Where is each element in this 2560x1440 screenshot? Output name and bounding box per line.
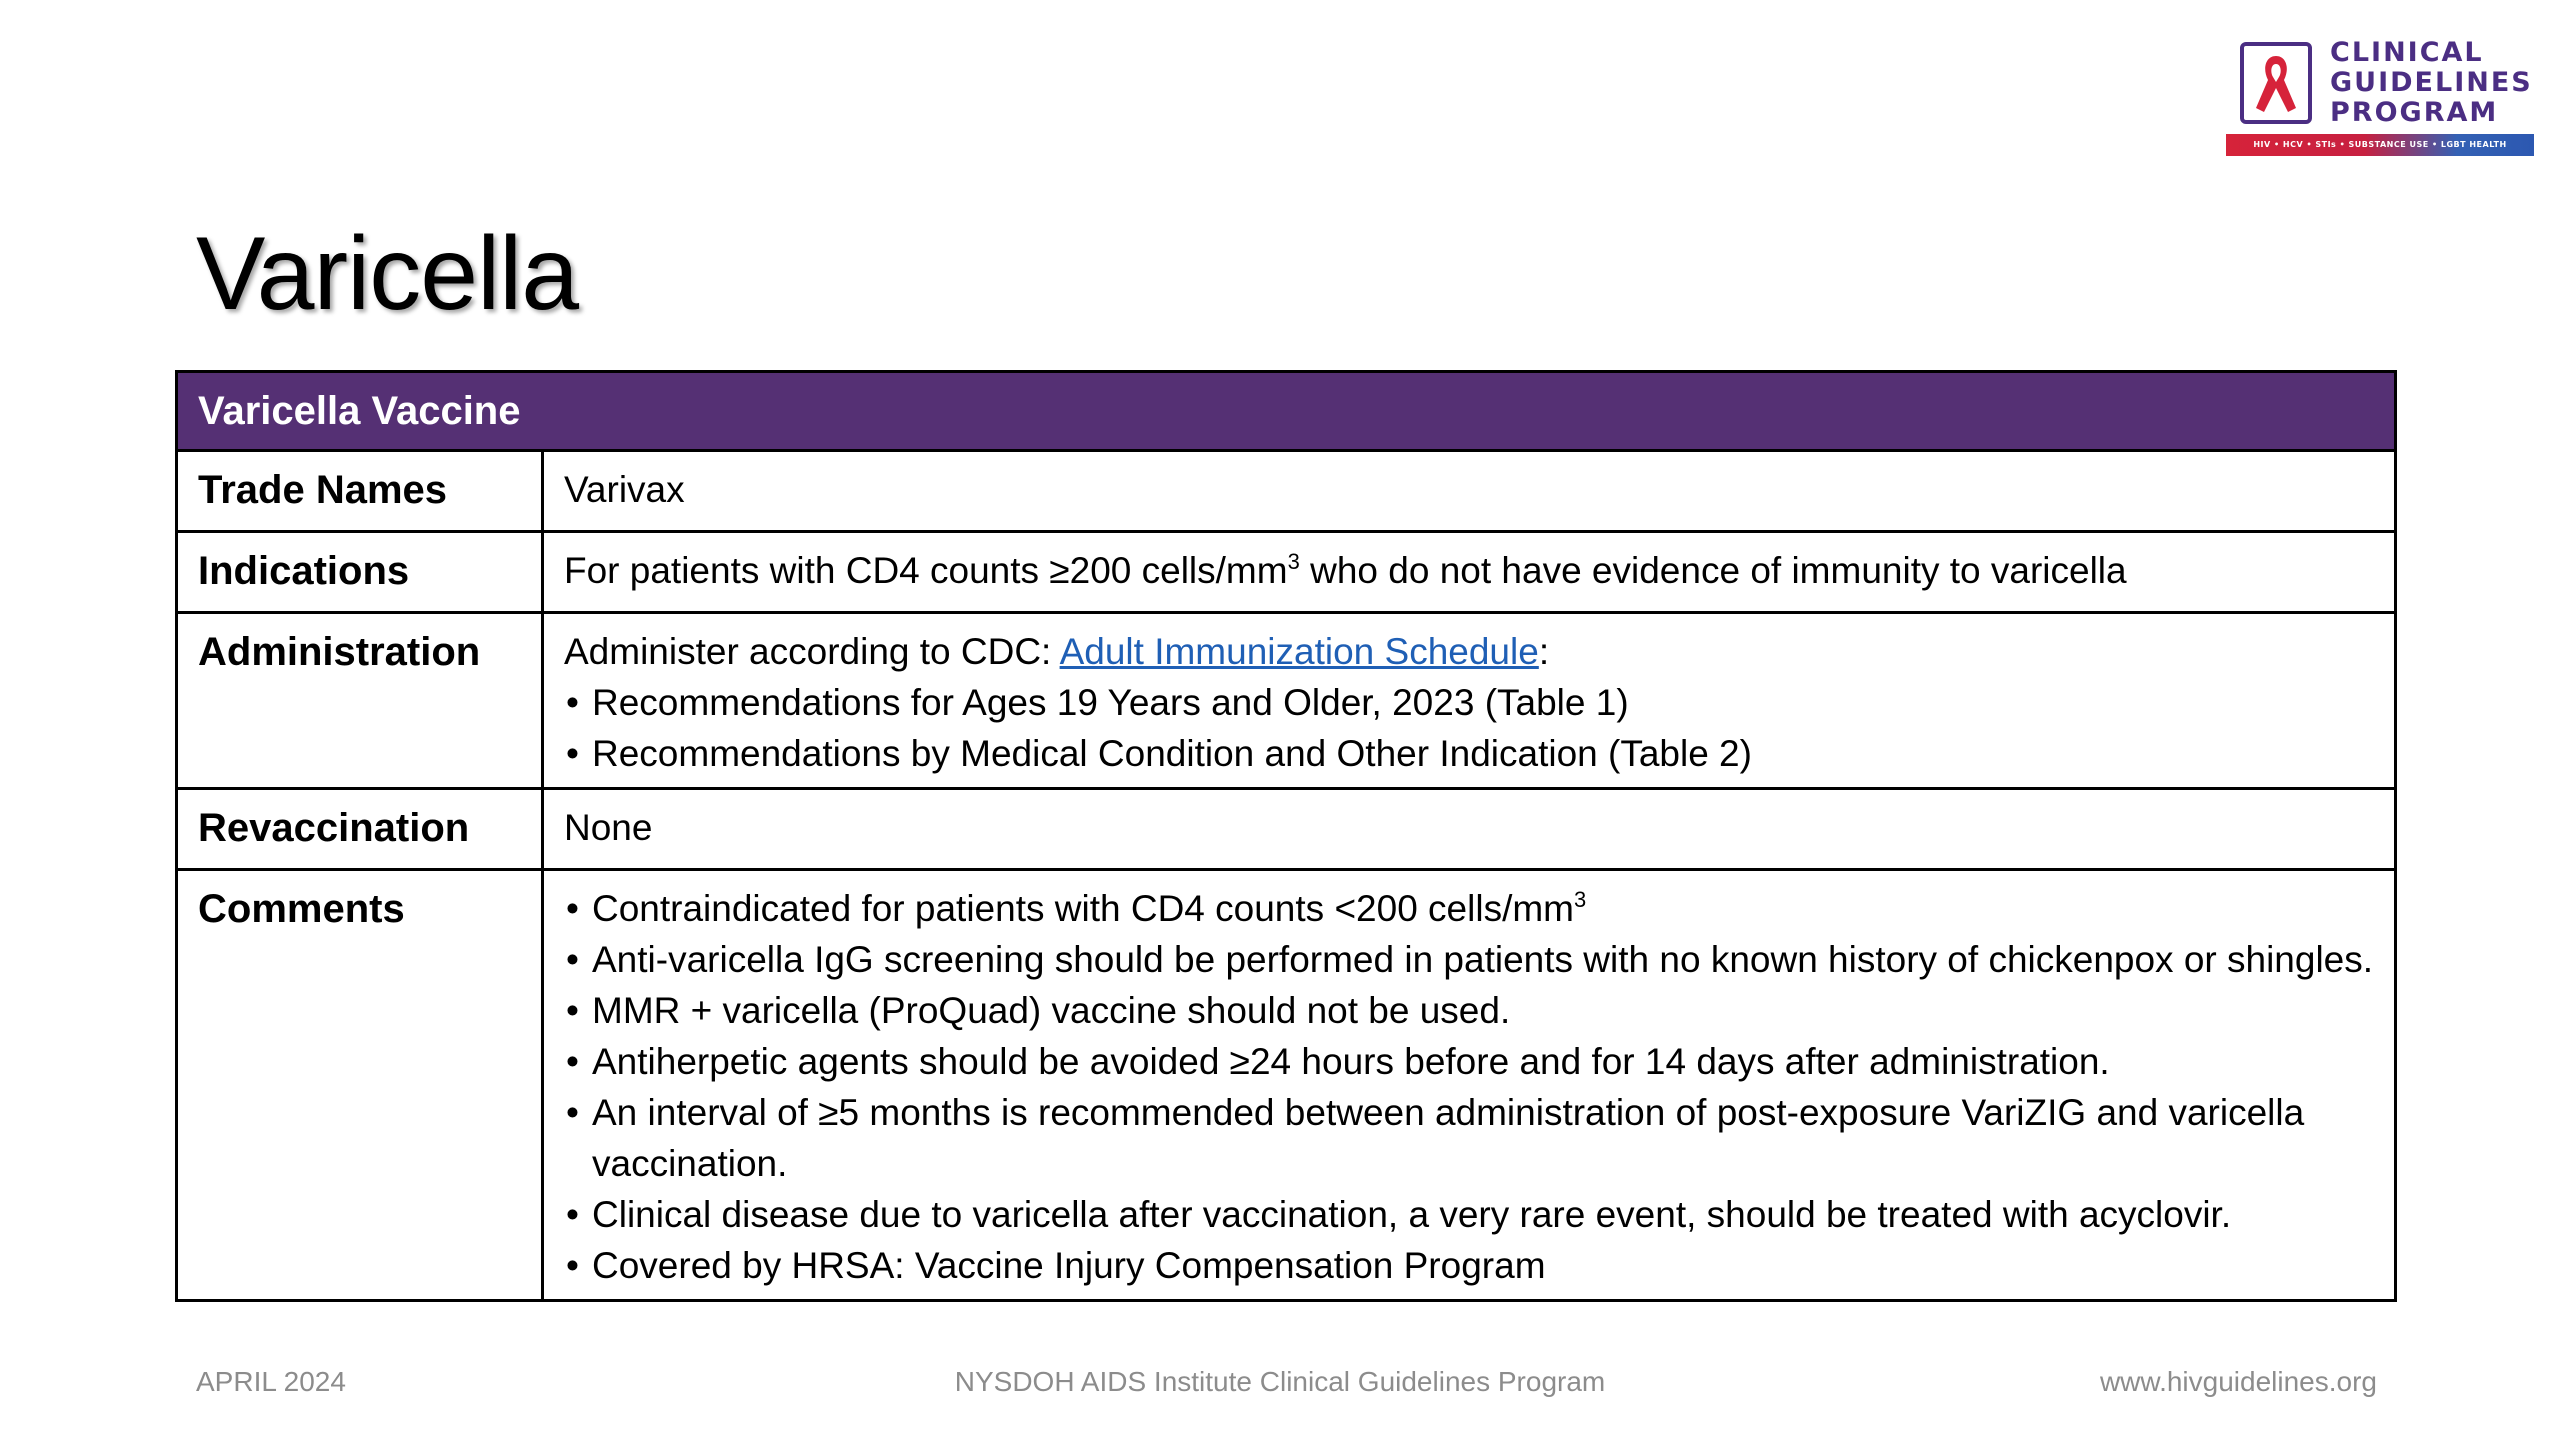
list-item: • MMR + varicella (ProQuad) vaccine should not be used. <box>564 985 2374 1036</box>
row-label: Indications <box>177 532 543 613</box>
comments-list <box>564 883 2374 1291</box>
table-row-trade-names <box>177 451 2396 532</box>
clinical-guidelines-logo <box>2226 38 2534 158</box>
footer-date: APRIL 2024 <box>196 1366 346 1397</box>
table-row-administration <box>177 613 2396 789</box>
row-value <box>543 870 2396 1301</box>
table-row-revaccination <box>177 789 2396 870</box>
row-label: Revaccination <box>177 789 543 870</box>
row-value <box>543 613 2396 789</box>
table-header: Varicella Vaccine <box>177 372 2396 451</box>
list-item: • An interval of ≥5 months is recommended between administration of post-exposure VariZIG and varicella vaccination. <box>564 1087 2374 1189</box>
list-item: • Recommendations by Medical Condition and Other Indication (Table 2) <box>564 728 2374 779</box>
varicella-vaccine-table <box>175 370 2397 1302</box>
row-value: Varivax <box>543 451 2396 532</box>
list-item: • Recommendations for Ages 19 Years and Older, 2023 (Table 1) <box>564 677 2374 728</box>
row-label: Trade Names <box>177 451 543 532</box>
footer-program: NYSDOH AIDS Institute Clinical Guidelines Program <box>954 1366 1606 1397</box>
adult-immunization-schedule-link[interactable]: Adult Immunization Schedule <box>1059 631 1539 672</box>
list-item: • Anti-varicella IgG screening should be performed in patients with no known history of chickenpox or shingles. <box>564 934 2374 985</box>
list-item: • Clinical disease due to varicella after vaccination, a very rare event, should be treated with acyclovir. <box>564 1189 2374 1240</box>
footer-url: www.hivguidelines.org <box>2099 1366 2377 1397</box>
logo-tagline: HIV • HCV • STIs • SUBSTANCE USE • LGBT HEALTH <box>2226 134 2534 156</box>
ribbon-icon <box>2240 42 2312 124</box>
administration-list <box>564 677 2374 779</box>
list-item: • Covered by HRSA: Vaccine Injury Compensation Program <box>564 1240 2374 1291</box>
row-value: None <box>543 789 2396 870</box>
list-item: • Antiherpetic agents should be avoided ≥24 hours before and for 14 days after administration. <box>564 1036 2374 1087</box>
row-label: Administration <box>177 613 543 789</box>
table-row-indications <box>177 532 2396 613</box>
row-label: Comments <box>177 870 543 1301</box>
row-value: For patients with CD4 counts ≥200 cells/$mm^3$ who do not have evidence of immunity to varicella <box>543 532 2396 613</box>
slide-title: Varicella <box>196 215 579 332</box>
logo-text: CLINICAL GUIDELINES PROGRAM <box>2330 37 2533 128</box>
administration-intro: Administer according to CDC: Adult Immunization Schedule: <box>564 631 1550 672</box>
list-item: • Contraindicated for patients with CD4 counts <200 cells/$mm^3$ <box>564 883 2374 934</box>
table-row-comments <box>177 870 2396 1301</box>
